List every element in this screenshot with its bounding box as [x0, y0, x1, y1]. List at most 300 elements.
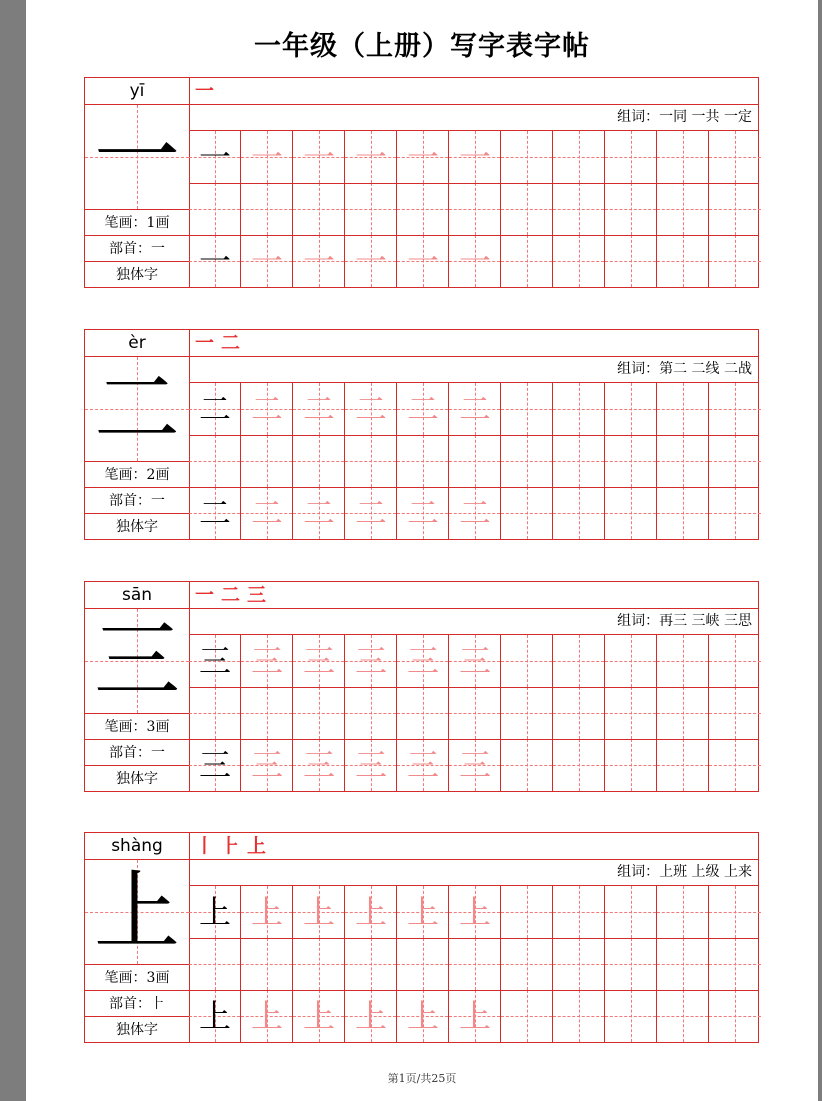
stroke-order-row: [189, 833, 758, 860]
practice-cell[interactable]: [449, 687, 501, 739]
radical-label: 部首：一: [85, 739, 189, 766]
guide-line-vertical: [527, 383, 528, 435]
practice-cell[interactable]: [293, 739, 345, 791]
practice-cell[interactable]: [397, 383, 449, 435]
character-block: [84, 77, 759, 288]
practice-cell[interactable]: [293, 383, 345, 435]
practice-cell[interactable]: [241, 886, 293, 938]
guide-line-vertical: [319, 183, 320, 235]
practice-cell[interactable]: [189, 990, 241, 1042]
character-block: [84, 581, 759, 792]
practice-cell[interactable]: [241, 183, 293, 235]
practice-cell[interactable]: [605, 435, 657, 487]
guide-line-vertical: [735, 687, 736, 739]
practice-cell[interactable]: [189, 435, 241, 487]
guide-line-vertical: [631, 635, 632, 687]
guide-line-vertical: [423, 938, 424, 990]
practice-cell[interactable]: [345, 131, 397, 183]
practice-cell[interactable]: [449, 383, 501, 435]
guide-line-vertical: [475, 183, 476, 235]
trace-character: 一: [406, 242, 439, 280]
stroke-order-step: ⺊: [221, 835, 241, 857]
stroke-order-step: 一: [195, 584, 215, 606]
practice-row: [189, 131, 758, 183]
trace-character: 一: [458, 138, 491, 176]
stroke-order-step: 二: [221, 332, 241, 354]
guide-line-vertical: [631, 383, 632, 435]
stroke-order-step: 上: [247, 835, 267, 857]
practice-cell[interactable]: [397, 990, 449, 1042]
trace-character: 一: [250, 138, 283, 176]
practice-cell[interactable]: [709, 435, 761, 487]
practice-cell[interactable]: [709, 383, 761, 435]
practice-cell[interactable]: [241, 487, 293, 539]
guide-line-vertical: [631, 990, 632, 1042]
guide-line-vertical: [475, 435, 476, 487]
practice-cell[interactable]: [345, 739, 397, 791]
practice-cell[interactable]: [449, 938, 501, 990]
practice-cell[interactable]: [345, 635, 397, 687]
guide-line-vertical: [683, 739, 684, 791]
practice-cell[interactable]: [345, 487, 397, 539]
guide-line-vertical: [683, 635, 684, 687]
practice-cell[interactable]: [345, 938, 397, 990]
practice-cell[interactable]: [501, 383, 553, 435]
worksheet-page: [26, 0, 818, 1101]
practice-cell[interactable]: [397, 739, 449, 791]
guide-line-vertical: [631, 886, 632, 938]
practice-cell[interactable]: [605, 938, 657, 990]
guide-line-vertical: [735, 383, 736, 435]
character-info-column: [85, 582, 190, 791]
guide-line-vertical: [579, 635, 580, 687]
row-divider: [189, 687, 758, 688]
trace-character: 三: [406, 642, 439, 680]
guide-line-vertical: [527, 886, 528, 938]
practice-cell[interactable]: [553, 235, 605, 287]
radical-label: 部首：一: [85, 487, 189, 514]
practice-cell[interactable]: [657, 938, 709, 990]
guide-line-vertical: [735, 235, 736, 287]
practice-cell[interactable]: [657, 487, 709, 539]
practice-cell[interactable]: [657, 183, 709, 235]
practice-cell[interactable]: [657, 383, 709, 435]
practice-cell[interactable]: [449, 435, 501, 487]
practice-cell[interactable]: [293, 487, 345, 539]
model-character-box: [85, 105, 189, 209]
word-examples: 组词：第二 二线 二战: [189, 357, 758, 383]
practice-area: [189, 582, 758, 791]
practice-row: [189, 235, 758, 287]
model-character-box: [85, 860, 189, 964]
character-info-column: [85, 833, 190, 1042]
practice-cell[interactable]: [501, 635, 553, 687]
practice-cell[interactable]: [397, 183, 449, 235]
practice-cell[interactable]: [553, 131, 605, 183]
structure-label: 独体字: [85, 1016, 189, 1043]
practice-cell[interactable]: [553, 383, 605, 435]
trace-character: 二: [354, 390, 387, 428]
trace-character: 上: [250, 997, 283, 1035]
practice-cell[interactable]: [657, 886, 709, 938]
practice-cell[interactable]: [241, 435, 293, 487]
guide-line-vertical: [631, 131, 632, 183]
practice-cell[interactable]: [501, 487, 553, 539]
practice-cell[interactable]: [709, 487, 761, 539]
practice-cell[interactable]: [449, 990, 501, 1042]
guide-line-vertical: [735, 886, 736, 938]
guide-line-vertical: [683, 938, 684, 990]
model-character-small: 上: [198, 893, 231, 931]
trace-character: 一: [354, 138, 387, 176]
model-character-small: 二: [198, 494, 231, 532]
radical-label: 部首：⺊: [85, 990, 189, 1017]
trace-character: 上: [250, 893, 283, 931]
practice-cell[interactable]: [449, 739, 501, 791]
practice-cell[interactable]: [605, 990, 657, 1042]
pinyin-label: yī: [85, 78, 189, 105]
practice-cell[interactable]: [449, 183, 501, 235]
practice-cell[interactable]: [345, 383, 397, 435]
guide-line-vertical: [683, 183, 684, 235]
guide-line-vertical: [683, 235, 684, 287]
model-character-box: [85, 609, 189, 713]
practice-cell[interactable]: [345, 687, 397, 739]
practice-cell[interactable]: [605, 886, 657, 938]
practice-cell[interactable]: [449, 635, 501, 687]
practice-cell[interactable]: [605, 687, 657, 739]
practice-cell[interactable]: [293, 435, 345, 487]
practice-row: [189, 435, 758, 487]
guide-line-vertical: [423, 687, 424, 739]
practice-cell[interactable]: [657, 635, 709, 687]
model-character-box: [85, 357, 189, 461]
practice-cell[interactable]: [501, 131, 553, 183]
practice-cell[interactable]: [293, 635, 345, 687]
trace-character: 上: [354, 893, 387, 931]
practice-cell[interactable]: [709, 990, 761, 1042]
trace-character: 三: [250, 746, 283, 784]
row-divider: [189, 487, 758, 488]
guide-line-vertical: [579, 739, 580, 791]
practice-cell[interactable]: [657, 990, 709, 1042]
practice-cell[interactable]: [553, 635, 605, 687]
trace-character: 上: [354, 997, 387, 1035]
guide-line-vertical: [683, 435, 684, 487]
guide-line-vertical: [215, 938, 216, 990]
practice-cell[interactable]: [709, 938, 761, 990]
practice-cell[interactable]: [605, 383, 657, 435]
guide-line-vertical: [371, 183, 372, 235]
guide-line-vertical: [735, 635, 736, 687]
guide-line-vertical: [735, 131, 736, 183]
character-info-column: [85, 330, 190, 539]
guide-line-vertical: [371, 938, 372, 990]
practice-cell[interactable]: [241, 235, 293, 287]
practice-cell[interactable]: [397, 635, 449, 687]
practice-cell[interactable]: [553, 886, 605, 938]
practice-cell[interactable]: [397, 687, 449, 739]
trace-character: 二: [302, 390, 335, 428]
trace-character: 一: [458, 242, 491, 280]
practice-cell[interactable]: [241, 687, 293, 739]
practice-cell[interactable]: [241, 739, 293, 791]
practice-cell[interactable]: [189, 183, 241, 235]
practice-cell[interactable]: [397, 131, 449, 183]
guide-line-vertical: [579, 435, 580, 487]
trace-character: 二: [250, 390, 283, 428]
row-divider: [189, 990, 758, 991]
practice-cell[interactable]: [501, 990, 553, 1042]
guide-line-vertical: [527, 990, 528, 1042]
guide-line-vertical: [631, 938, 632, 990]
trace-character: 上: [406, 893, 439, 931]
model-character: 上: [94, 862, 180, 962]
guide-line-vertical: [579, 938, 580, 990]
guide-line-vertical: [319, 687, 320, 739]
practice-cell[interactable]: [709, 131, 761, 183]
model-character-small: 三: [198, 746, 231, 784]
practice-cell[interactable]: [189, 938, 241, 990]
guide-line-vertical: [735, 938, 736, 990]
practice-cell[interactable]: [709, 235, 761, 287]
guide-line-vertical: [527, 687, 528, 739]
practice-cell[interactable]: [241, 635, 293, 687]
practice-cell[interactable]: [449, 235, 501, 287]
practice-cell[interactable]: [345, 183, 397, 235]
practice-cell[interactable]: [189, 131, 241, 183]
trace-character: 三: [250, 642, 283, 680]
row-divider: [189, 183, 758, 184]
guide-line-vertical: [527, 635, 528, 687]
practice-cell[interactable]: [293, 886, 345, 938]
guide-line-vertical: [579, 383, 580, 435]
word-examples: 组词：上班 上级 上来: [189, 860, 758, 886]
practice-cell[interactable]: [189, 886, 241, 938]
practice-cell[interactable]: [553, 990, 605, 1042]
guide-line-vertical: [735, 739, 736, 791]
practice-cell[interactable]: [605, 739, 657, 791]
trace-character: 一: [302, 242, 335, 280]
stroke-count-label: 笔画：3画: [85, 964, 189, 991]
practice-cell[interactable]: [501, 687, 553, 739]
practice-cell[interactable]: [397, 886, 449, 938]
model-character-small: 三: [198, 642, 231, 680]
stroke-order-step: 二: [221, 584, 241, 606]
practice-cell[interactable]: [241, 131, 293, 183]
practice-cell[interactable]: [345, 886, 397, 938]
practice-cell[interactable]: [605, 235, 657, 287]
practice-cell[interactable]: [449, 131, 501, 183]
row-divider: [189, 938, 758, 939]
practice-cell[interactable]: [657, 235, 709, 287]
practice-cell[interactable]: [293, 235, 345, 287]
practice-cell[interactable]: [189, 235, 241, 287]
practice-area: [189, 78, 758, 287]
trace-character: 上: [458, 997, 491, 1035]
guide-line-vertical: [527, 183, 528, 235]
practice-cell[interactable]: [657, 687, 709, 739]
guide-line-vertical: [735, 990, 736, 1042]
guide-line-vertical: [527, 131, 528, 183]
practice-cell[interactable]: [605, 131, 657, 183]
guide-line-vertical: [631, 487, 632, 539]
practice-cell[interactable]: [397, 487, 449, 539]
guide-line-vertical: [371, 435, 372, 487]
model-character-small: 一: [198, 242, 231, 280]
practice-cell[interactable]: [657, 131, 709, 183]
stroke-order-step: 丨: [195, 835, 215, 857]
practice-cell[interactable]: [345, 435, 397, 487]
practice-cell[interactable]: [293, 131, 345, 183]
pinyin-label: sān: [85, 582, 189, 609]
practice-cell[interactable]: [449, 487, 501, 539]
trace-character: 二: [458, 390, 491, 428]
practice-cell[interactable]: [605, 183, 657, 235]
practice-cell[interactable]: [397, 435, 449, 487]
structure-label: 独体字: [85, 261, 189, 288]
guide-line-vertical: [735, 435, 736, 487]
practice-cell[interactable]: [345, 990, 397, 1042]
guide-line-vertical: [475, 938, 476, 990]
stroke-count-label: 笔画：2画: [85, 461, 189, 488]
row-divider: [189, 235, 758, 236]
guide-line-vertical: [579, 886, 580, 938]
practice-row: [189, 990, 758, 1042]
trace-character: 二: [302, 494, 335, 532]
guide-line-vertical: [527, 235, 528, 287]
pinyin-label: shàng: [85, 833, 189, 860]
practice-cell[interactable]: [709, 183, 761, 235]
stroke-order-step: 一: [195, 332, 215, 354]
guide-line-vertical: [423, 435, 424, 487]
trace-character: 上: [406, 997, 439, 1035]
guide-line-vertical: [475, 687, 476, 739]
character-block: [84, 832, 759, 1043]
practice-cell[interactable]: [501, 235, 553, 287]
practice-cell[interactable]: [709, 886, 761, 938]
guide-line-vertical: [579, 183, 580, 235]
practice-cell[interactable]: [189, 739, 241, 791]
guide-line-vertical: [631, 235, 632, 287]
trace-character: 二: [458, 494, 491, 532]
guide-line-vertical: [579, 687, 580, 739]
stroke-order-row: [189, 330, 758, 357]
practice-cell[interactable]: [605, 635, 657, 687]
practice-cell[interactable]: [605, 487, 657, 539]
trace-character: 三: [302, 746, 335, 784]
row-divider: [189, 739, 758, 740]
model-character: 二: [94, 359, 180, 459]
practice-cell[interactable]: [293, 183, 345, 235]
practice-cell[interactable]: [553, 435, 605, 487]
practice-cell[interactable]: [501, 739, 553, 791]
guide-line-vertical: [267, 435, 268, 487]
practice-cell[interactable]: [657, 739, 709, 791]
guide-line-vertical: [579, 235, 580, 287]
trace-character: 一: [406, 138, 439, 176]
practice-cell[interactable]: [397, 235, 449, 287]
practice-cell[interactable]: [449, 886, 501, 938]
guide-line-vertical: [371, 687, 372, 739]
practice-cell[interactable]: [553, 687, 605, 739]
practice-cell[interactable]: [709, 635, 761, 687]
guide-line-vertical: [423, 183, 424, 235]
practice-row: [189, 886, 758, 938]
guide-line-vertical: [267, 687, 268, 739]
practice-cell[interactable]: [241, 383, 293, 435]
practice-cell[interactable]: [553, 183, 605, 235]
guide-line-vertical: [683, 487, 684, 539]
practice-cell[interactable]: [293, 687, 345, 739]
structure-label: 独体字: [85, 765, 189, 792]
practice-cell[interactable]: [501, 886, 553, 938]
character-info-column: [85, 78, 190, 287]
guide-line-vertical: [319, 938, 320, 990]
practice-cell[interactable]: [501, 938, 553, 990]
guide-line-vertical: [683, 990, 684, 1042]
practice-cell[interactable]: [657, 435, 709, 487]
practice-cell[interactable]: [293, 938, 345, 990]
trace-character: 三: [354, 746, 387, 784]
trace-character: 三: [354, 642, 387, 680]
page-title: 一年级（上册）写字表字帖: [254, 31, 590, 62]
practice-row: [189, 383, 758, 435]
guide-line-vertical: [579, 131, 580, 183]
stroke-count-label: 笔画：1画: [85, 209, 189, 236]
practice-cell[interactable]: [241, 990, 293, 1042]
guide-line-vertical: [527, 435, 528, 487]
practice-cell[interactable]: [241, 938, 293, 990]
trace-character: 二: [406, 494, 439, 532]
practice-row: [189, 183, 758, 235]
trace-character: 三: [458, 746, 491, 784]
practice-cell[interactable]: [709, 739, 761, 791]
pinyin-label: èr: [85, 330, 189, 357]
word-examples: 组词：再三 三峡 三思: [189, 609, 758, 635]
practice-cell[interactable]: [501, 435, 553, 487]
practice-cell[interactable]: [553, 487, 605, 539]
practice-cell[interactable]: [397, 938, 449, 990]
guide-line-vertical: [683, 886, 684, 938]
practice-cell[interactable]: [709, 687, 761, 739]
guide-line-vertical: [631, 687, 632, 739]
stroke-count-label: 笔画：3画: [85, 713, 189, 740]
trace-character: 三: [302, 642, 335, 680]
practice-cell[interactable]: [345, 235, 397, 287]
structure-label: 独体字: [85, 513, 189, 540]
practice-cell[interactable]: [189, 687, 241, 739]
word-examples: 组词：一同 一共 一定: [189, 105, 758, 131]
practice-cell[interactable]: [553, 739, 605, 791]
trace-character: 一: [302, 138, 335, 176]
practice-cell[interactable]: [189, 383, 241, 435]
model-character-small: 二: [198, 390, 231, 428]
practice-cell[interactable]: [189, 635, 241, 687]
practice-cell[interactable]: [553, 938, 605, 990]
stroke-order-step: 一: [195, 80, 215, 102]
guide-line-vertical: [267, 183, 268, 235]
practice-cell[interactable]: [189, 487, 241, 539]
stroke-order-step: 三: [247, 584, 267, 606]
stroke-order-row: [189, 582, 758, 609]
guide-line-vertical: [215, 183, 216, 235]
guide-line-vertical: [215, 687, 216, 739]
guide-line-vertical: [215, 435, 216, 487]
practice-cell[interactable]: [501, 183, 553, 235]
practice-cell[interactable]: [293, 990, 345, 1042]
guide-line-vertical: [683, 131, 684, 183]
